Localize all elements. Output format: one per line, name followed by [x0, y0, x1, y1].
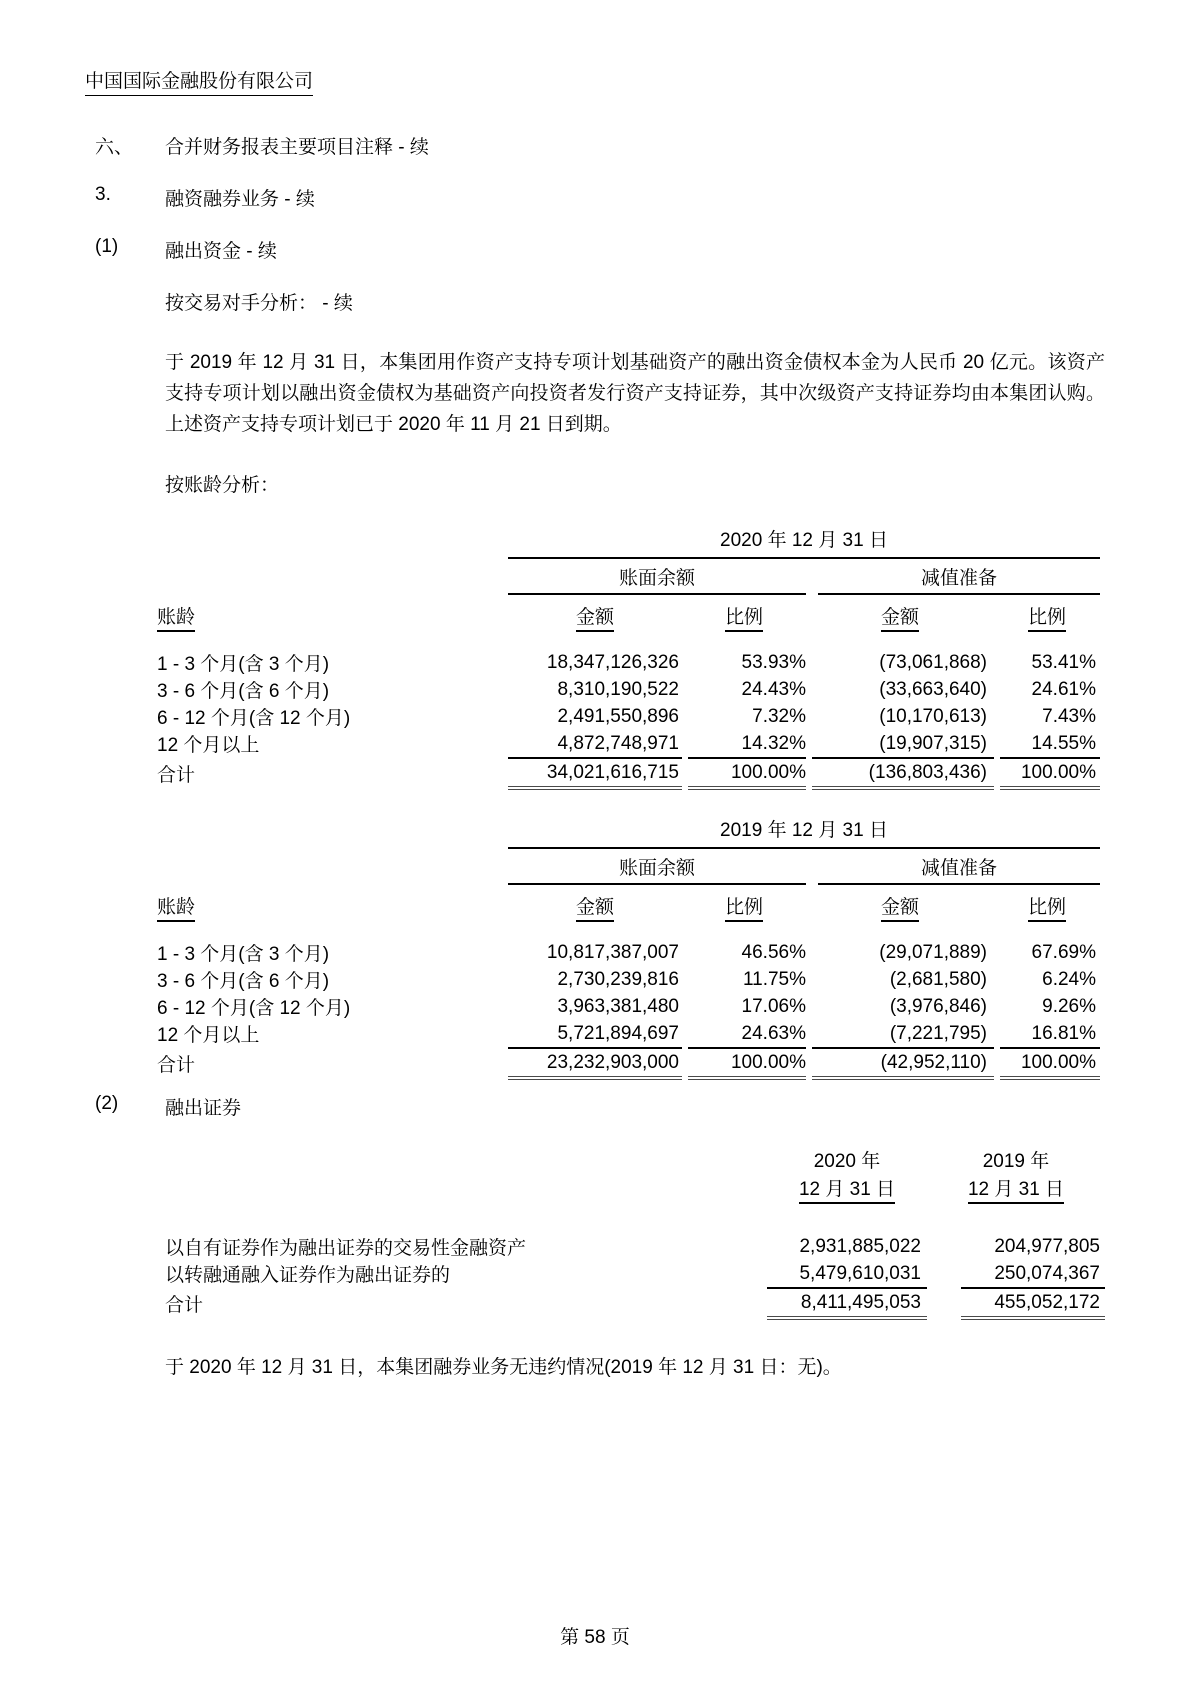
ratio-cell: 14.32%	[741, 732, 806, 754]
table-row	[165, 1145, 1105, 1173]
subsection-title: 融资融券业务 - 续	[165, 189, 315, 210]
col-header-amount: 金额	[881, 607, 919, 632]
row-label: 1 - 3 个月(含 3 个月)	[157, 654, 330, 675]
amount-cell: 250,074,367	[994, 1262, 1100, 1284]
col-header-ratio: 比例	[1028, 607, 1066, 632]
total-amount-cell: 8,411,495,053	[767, 1287, 927, 1320]
table-row	[157, 993, 1100, 1020]
table-row	[157, 810, 1100, 848]
total-amount-cell: (136,803,436)	[812, 757, 994, 790]
section-heading	[0, 132, 1190, 158]
date-header-2020: 12 月 31 日	[799, 1179, 895, 1204]
company-name: 中国国际金融股份有限公司	[85, 66, 313, 96]
amount-cell: 204,977,805	[994, 1235, 1100, 1257]
col-header-ratio: 比例	[725, 897, 763, 922]
ratio-cell: 6.24%	[1042, 968, 1096, 990]
ratio-cell: 24.63%	[741, 1022, 806, 1044]
row-label: 合计	[165, 1295, 204, 1316]
col-header-amount: 金额	[576, 607, 614, 632]
total-ratio-cell: 100.00%	[1000, 1047, 1100, 1080]
group-header-book-balance: 账面余额	[508, 559, 806, 595]
ratio-cell: 9.26%	[1042, 995, 1096, 1017]
counterparty-analysis-line: 按交易对手分析： - 续	[165, 293, 353, 314]
row-label: 6 - 12 个月(含 12 个月)	[157, 998, 351, 1019]
no-default-note: 于 2020 年 12 月 31 日，本集团融券业务无违约情况(2019 年 12 月 31 日：无)。	[165, 1357, 842, 1378]
securities-lent-table	[165, 1145, 1105, 1320]
date-header: 2019 年 12 月 31 日	[508, 810, 1100, 848]
table-row	[157, 939, 1100, 966]
amount-cell: 18,347,126,326	[546, 651, 679, 673]
col-header-ratio: 比例	[1028, 897, 1066, 922]
table-row	[165, 1233, 1105, 1260]
ratio-cell: 17.06%	[741, 995, 806, 1017]
row-label: 12 个月以上	[157, 735, 260, 756]
amount-cell: (7,221,795)	[889, 1022, 987, 1044]
row-label: 1 - 3 个月(含 3 个月)	[157, 944, 330, 965]
total-row	[165, 1287, 1105, 1320]
total-ratio-cell: 100.00%	[688, 1047, 806, 1080]
aging-table-2020	[157, 520, 1100, 790]
amount-cell: (33,663,640)	[879, 678, 987, 700]
group-header-book-balance: 账面余额	[508, 849, 806, 885]
ratio-cell: 14.55%	[1031, 732, 1096, 754]
total-ratio-cell: 100.00%	[1000, 757, 1100, 790]
ratio-cell: 67.69%	[1031, 941, 1096, 963]
amount-cell: (3,976,846)	[889, 995, 987, 1017]
item1-heading	[0, 236, 1190, 262]
amount-cell: 3,963,381,480	[557, 995, 679, 1017]
table-row	[157, 595, 1100, 631]
item1-number: (1)	[95, 236, 119, 257]
ratio-cell: 7.32%	[752, 705, 806, 727]
table-row	[157, 848, 1100, 885]
amount-cell: 8,310,190,522	[557, 678, 679, 700]
ratio-cell: 7.43%	[1042, 705, 1096, 727]
row-label: 6 - 12 个月(含 12 个月)	[157, 708, 351, 729]
table-row	[157, 885, 1100, 921]
col-header-aging: 账龄	[157, 897, 195, 922]
table-row	[157, 520, 1100, 558]
table-row	[157, 730, 1100, 757]
amount-cell: (73,061,868)	[879, 651, 987, 673]
amount-cell: 2,730,239,816	[557, 968, 679, 990]
amount-cell: 2,931,885,022	[799, 1235, 921, 1257]
item2-title: 融出证券	[165, 1098, 242, 1119]
total-amount-cell: 23,232,903,000	[508, 1047, 682, 1080]
row-label: 以转融通融入证券作为融出证券的	[165, 1265, 451, 1286]
table-row	[165, 1173, 1105, 1201]
group-header-impairment: 减值准备	[818, 849, 1100, 885]
row-label: 以自有证券作为融出证券的交易性金融资产	[165, 1238, 527, 1259]
total-ratio-cell: 100.00%	[688, 757, 806, 790]
year-header-2019: 2019 年	[982, 1150, 1050, 1172]
table-row	[157, 558, 1100, 595]
row-label: 3 - 6 个月(含 6 个月)	[157, 681, 330, 702]
section-number: 六、	[95, 137, 134, 158]
item2-heading	[0, 1093, 1190, 1119]
item1-title: 融出资金 - 续	[165, 241, 277, 262]
table-row	[157, 1020, 1100, 1047]
amount-cell: 10,817,387,007	[546, 941, 679, 963]
total-row	[157, 1047, 1100, 1080]
table-row	[157, 703, 1100, 730]
total-amount-cell: 455,052,172	[961, 1287, 1105, 1320]
total-row	[157, 757, 1100, 790]
amount-cell: (19,907,315)	[879, 732, 987, 754]
col-header-amount: 金额	[881, 897, 919, 922]
ratio-cell: 53.41%	[1031, 651, 1096, 673]
aging-analysis-line: 按账龄分析：	[165, 475, 280, 496]
section-title: 合并财务报表主要项目注释 - 续	[165, 137, 429, 158]
ratio-cell: 16.81%	[1031, 1022, 1096, 1044]
table-row	[165, 1260, 1105, 1287]
ratio-cell: 53.93%	[741, 651, 806, 673]
amount-cell: 4,872,748,971	[557, 732, 679, 754]
year-header-2020: 2020 年	[813, 1150, 881, 1172]
date-header: 2020 年 12 月 31 日	[508, 520, 1100, 558]
row-label: 12 个月以上	[157, 1025, 260, 1046]
amount-cell: 2,491,550,896	[557, 705, 679, 727]
col-header-ratio: 比例	[725, 607, 763, 632]
abs-plan-paragraph: 于 2019 年 12 月 31 日，本集团用作资产支持专项计划基础资产的融出资金债权本金为人民币 20 亿元。该资产支持专项计划以融出资金债权为基础资产向投资者发行资产支持证券，其中次级资产支持证券均由本集团认购。上述资产支持专项计划已于 2020 年 11 月 21 日到期。	[165, 352, 1105, 435]
total-amount-cell: 34,021,616,715	[508, 757, 682, 790]
page-number: 第 58 页	[560, 1627, 630, 1648]
row-label: 合计	[157, 1055, 196, 1076]
ratio-cell: 46.56%	[741, 941, 806, 963]
ratio-cell: 11.75%	[742, 968, 806, 990]
group-header-impairment: 减值准备	[818, 559, 1100, 595]
table-row	[157, 649, 1100, 676]
amount-cell: (2,681,580)	[889, 968, 987, 990]
date-header-2019: 12 月 31 日	[968, 1179, 1064, 1204]
amount-cell: 5,721,894,697	[557, 1022, 679, 1044]
table-row	[157, 966, 1100, 993]
total-amount-cell: (42,952,110)	[812, 1047, 994, 1080]
amount-cell: 5,479,610,031	[799, 1262, 921, 1284]
aging-table-2019	[157, 810, 1100, 1080]
subsection-heading	[0, 184, 1190, 210]
item2-number: (2)	[95, 1093, 119, 1114]
amount-cell: (10,170,613)	[879, 705, 987, 727]
amount-cell: (29,071,889)	[879, 941, 987, 963]
col-header-amount: 金额	[576, 897, 614, 922]
table-row	[157, 676, 1100, 703]
ratio-cell: 24.61%	[1031, 678, 1096, 700]
row-label: 合计	[157, 765, 196, 786]
subsection-number: 3.	[95, 184, 111, 205]
row-label: 3 - 6 个月(含 6 个月)	[157, 971, 330, 992]
col-header-aging: 账龄	[157, 607, 195, 632]
ratio-cell: 24.43%	[741, 678, 806, 700]
